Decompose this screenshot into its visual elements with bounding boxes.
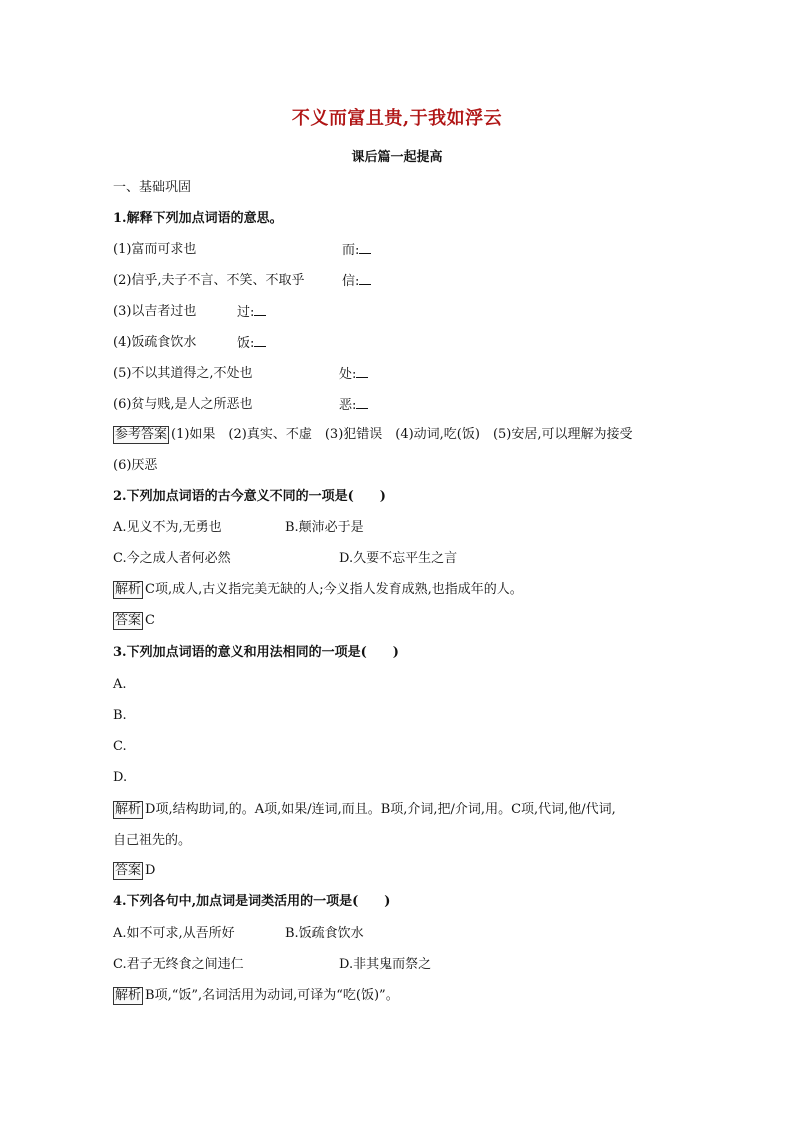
q1-item-6 [113,396,357,414]
answer-label-box: 答案 [115,863,142,878]
answer-blank[interactable] [356,396,368,409]
q2-answer-value: C [145,613,155,628]
q2-analysis-text: C项,成人,古义指完美无缺的人;今义指人发育成熟,也指成年的人。 [145,582,523,597]
q1-item-text: (1)富而可求也 [113,242,197,257]
q3-option-a: A. [113,677,127,692]
q3-answer-value: D [145,863,156,878]
q4-option-b: B.饭疏食饮水 [285,926,364,941]
q2-analysis [113,581,523,599]
q3-option-c: C. [113,739,127,754]
question-3-stem: 3.下列加点词语的意义和用法相同的一项是( ) [113,645,399,660]
q2-option-a: A.见义不为,无勇也 [113,520,222,535]
q2-answer [113,612,155,630]
q1-item-text: (4)饭疏食饮水 [113,335,197,350]
q4-analysis [113,987,399,1005]
q3-option-b: B. [113,708,127,723]
q4-analysis-text: B项,“饭”,名词活用为动词,可译为“吃(饭)”。 [145,988,399,1003]
q1-answer-text: (1)如果 (2)真实、不虚 (3)犯错误 (4)动词,吃(饭) (5)安居,可以理解为接受 [171,427,633,442]
q2-option-c: C.今之成人者何必然 [113,551,231,566]
answer-blank[interactable] [254,334,266,347]
page-title: 不义而富且贵,于我如浮云 [291,108,503,129]
q1-item-4 [113,334,255,352]
q1-item-text: (5)不以其道得之,不处也 [113,366,253,381]
q1-item-prompt: 过: [237,305,255,320]
q4-option-a: A.如不可求,从吾所好 [113,926,235,941]
q3-answer [113,862,155,880]
section-heading: 一、基础巩固 [113,180,192,195]
q3-analysis-cont: 自己祖先的。 [113,833,192,848]
question-2-stem: 2.下列加点词语的古今意义不同的一项是( ) [113,489,386,504]
answer-blank[interactable] [359,241,371,254]
q1-item-prompt: 而: [342,243,360,258]
answer-blank[interactable] [359,272,371,285]
q2-option-b: B.颠沛必于是 [285,520,364,535]
q1-answer [113,426,633,444]
q1-answer-cont: (6)厌恶 [113,458,158,473]
q3-analysis-text: D项,结构助词,的。A项,如果/连词,而且。B项,介词,把/介词,用。C项,代词,他/代词, [145,802,616,817]
q1-item-text: (2)信乎,夫子不言、不笑、不取乎 [113,273,305,288]
q1-item-text: (6)贫与贱,是人之所恶也 [113,397,253,412]
q1-item-5 [113,365,357,383]
q1-item-prompt: 恶: [339,398,357,413]
q4-option-c: C.君子无终食之间违仁 [113,957,244,972]
q4-options-row-2 [113,956,432,974]
q2-option-d: D.久要不忘平生之言 [339,551,458,566]
analysis-label-box: 解析 [115,802,142,817]
q2-options-row-1 [113,519,364,537]
q1-item-prompt: 饭: [237,336,255,351]
q1-item-text: (3)以吉者过也 [113,304,197,319]
answer-blank[interactable] [356,365,368,378]
answer-label-box: 参考答案 [115,427,168,442]
q1-item-1 [113,241,360,259]
q1-item-2 [113,272,360,290]
q1-item-3 [113,303,255,321]
answer-blank[interactable] [254,303,266,316]
q4-options-row-1 [113,925,364,943]
q3-option-d: D. [113,770,128,785]
analysis-label-box: 解析 [115,988,142,1003]
q1-item-prompt: 处: [339,367,357,382]
q4-option-d: D.非其鬼而祭之 [339,957,432,972]
q1-item-prompt: 信: [342,274,360,289]
q2-options-row-2 [113,550,458,568]
question-4-stem: 4.下列各句中,加点词是词类活用的一项是( ) [113,894,391,909]
question-1-stem: 1.解释下列加点词语的意思。 [113,211,283,226]
q3-analysis [113,801,616,819]
analysis-label-box: 解析 [115,582,142,597]
page-subtitle: 课后篇一起提高 [351,150,443,165]
answer-label-box: 答案 [115,613,142,628]
